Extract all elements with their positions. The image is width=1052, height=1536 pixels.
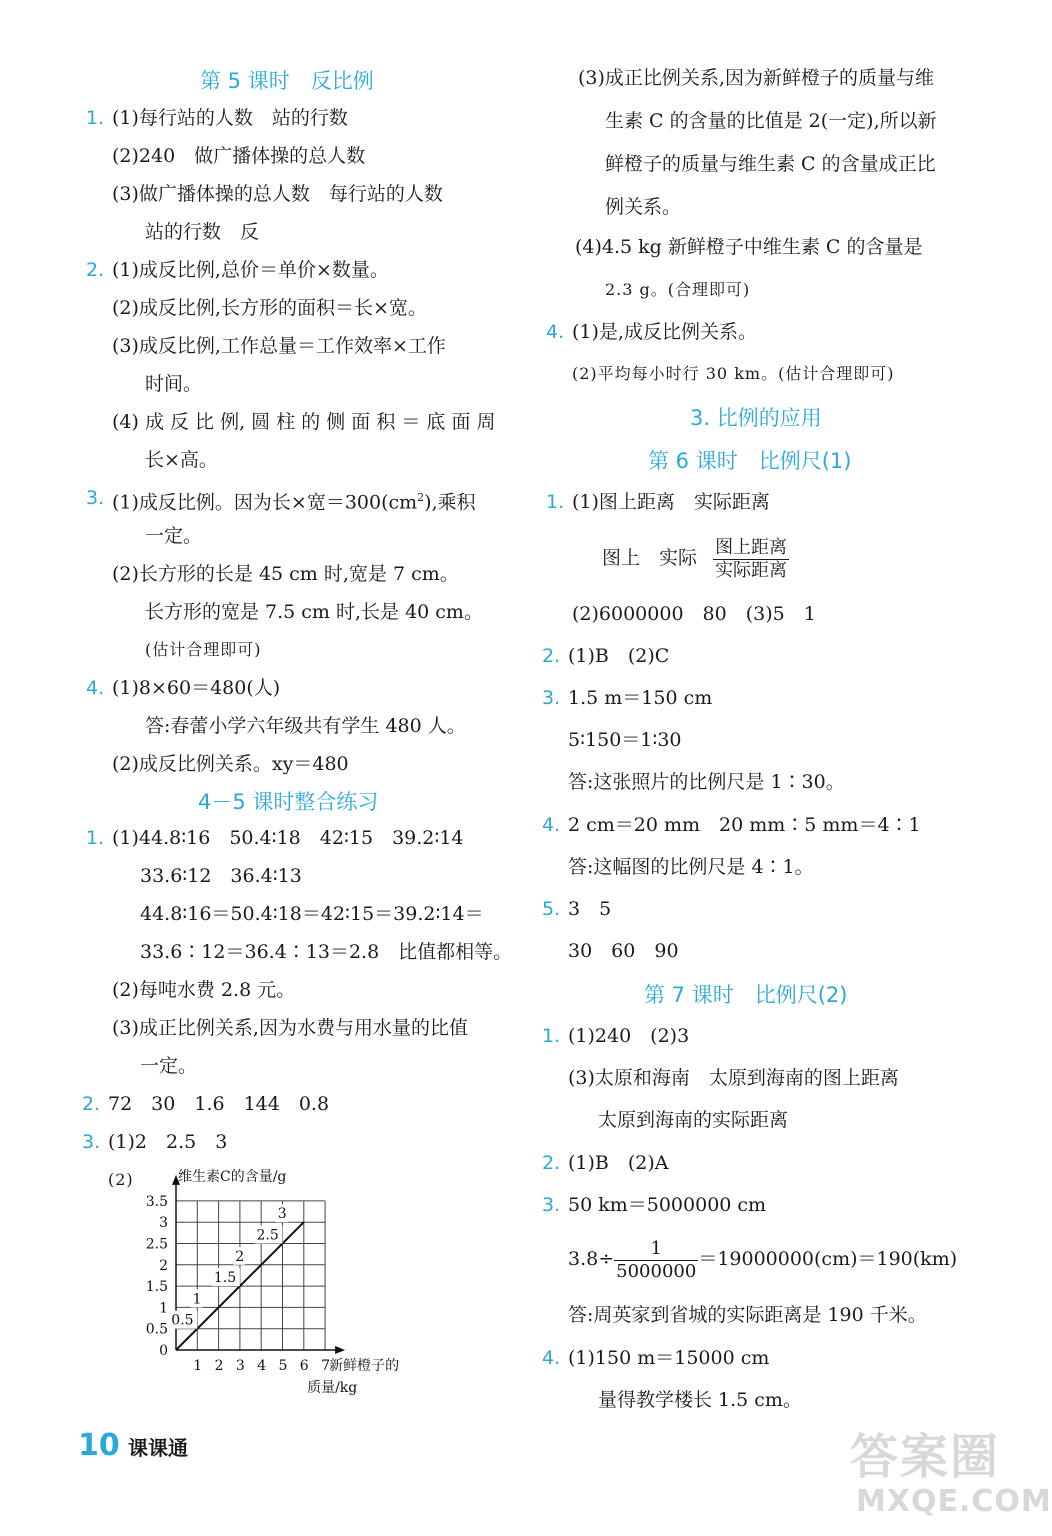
q1-line1: (1)每行站的人数 站的行数 [112,107,348,129]
q3c-line2: 生素 C 的含量的比值是 2(一定),所以新 [605,110,937,132]
q2-line5: (4) 成 反 比 例, 圆 柱 的 侧 面 积 ＝ 底 面 周 [112,411,496,433]
r-q4-number: 4. [546,321,565,343]
s1-line2 [602,535,789,582]
x-tick-label: 1 [193,1358,203,1374]
y-axis-label: 维生素C的含量/g [178,1168,287,1185]
s2-number: 2. [542,645,561,667]
t4-line1: (1)150 m＝15000 cm [568,1347,770,1369]
t1-line3: 太原到海南的实际距离 [598,1109,789,1131]
y-tick-label: 3 [159,1215,168,1232]
p1-line7: 一定。 [140,1055,198,1077]
q3-line5: (估计合理即可) [145,640,262,659]
q2-line3: (3)成反比例,工作总量＝工作效率×工作 [112,335,446,357]
fraction-numerator: 图上距离 [715,536,788,558]
t2-number: 2. [542,1152,561,1174]
watermark-line2: MXQE.COM [856,1484,1052,1519]
fraction-denominator: 实际距离 [715,559,788,581]
s3-line3: 答:这张照片的比例尺是 1∶30。 [568,771,845,793]
scale-numerator: 1 [614,1238,698,1261]
y-tick-label: 3.5 [145,1193,168,1210]
point-label: 2.5 [256,1227,279,1244]
q2-line6: 长×高。 [145,449,218,471]
q2-line4: 时间。 [145,373,203,395]
y-tick-label: 0.5 [145,1321,168,1338]
lesson6-title: 第 6 课时 比例尺(1) [648,449,852,473]
t3-line2 [568,1236,957,1283]
watermark-line1: 答案圈 [850,1429,1001,1485]
q4-line2: 答:春蕾小学六年级共有学生 480 人。 [145,715,466,737]
q3-line3: (2)长方形的长是 45 cm 时,宽是 7 cm。 [112,563,459,585]
s3-line2: 5∶150＝1∶30 [568,729,682,751]
q2-line1: (1)成反比例,总价＝单价×数量。 [112,259,389,281]
t4-line2: 量得教学楼长 1.5 cm。 [598,1389,802,1411]
s1-line3: (2)6000000 80 (3)5 1 [572,603,816,625]
x-tick-label: 7 [321,1358,331,1374]
brand-name: 课课通 [128,1436,188,1460]
p2-number: 2. [82,1093,101,1115]
q3c-line1: (3)成正比例关系,因为新鲜橙子的质量与维 [578,67,934,89]
t3-line1: 50 km＝5000000 cm [568,1194,767,1216]
page-number: 10 [78,1428,120,1463]
s1-line2-text: 图上 实际 [602,547,698,569]
q2-number: 2. [86,259,105,281]
p1-line4: 33.6∶12＝36.4∶13＝2.8 比值都相等。 [140,941,513,963]
t1-number: 1. [542,1025,561,1047]
watermark-logo [850,1418,1052,1528]
p1-line2: 33.6∶12 36.4∶13 [140,865,302,887]
q3c-line4: 例关系。 [605,196,682,218]
s3-line1: 1.5 m＝150 cm [568,687,713,709]
lesson7-title: 第 7 课时 比例尺(2) [644,983,848,1007]
s4-line1: 2 cm＝20 mm 20 mm∶5 mm＝4∶1 [568,814,921,836]
q3-line1-sup: 2 [417,491,425,504]
x-tick-label: 6 [299,1358,309,1374]
practice-title: 4－5 课时整合练习 [198,790,379,814]
q3-line2: 一定。 [145,525,203,547]
q4-line3: (2)成反比例关系。xy＝480 [112,753,349,775]
q4-number: 4. [86,677,105,699]
q3-line1-text: (1)成反比例。因为长×宽＝300(cm [112,491,418,514]
point-label: 2 [235,1248,245,1265]
t3-line3: 答:周英家到省城的实际距离是 190 千米。 [568,1304,927,1326]
q3c-line3: 鲜橙子的质量与维生素 C 的含量成正比 [605,153,936,175]
x-tick-label: 2 [214,1358,224,1374]
point-label: 3 [277,1206,287,1223]
q3-line1 [112,486,476,514]
lesson5-title: 第 5 课时 反比例 [200,69,374,93]
p1-number: 1. [86,827,105,849]
s1-number: 1. [546,491,565,513]
point-label: 0.5 [171,1312,194,1329]
q3-line1-text-end: ),乘积 [424,491,476,514]
x-axis-label-line2: 质量/kg [307,1380,358,1396]
y-tick-label: 0 [159,1343,168,1359]
q3c-line6: 2.3 g。(合理即可) [605,280,751,299]
q3c-line5: (4)4.5 kg 新鲜橙子中维生素 C 的含量是 [575,236,923,258]
scale-fraction [614,1238,698,1283]
x-tick-label: 3 [235,1358,245,1374]
r-q4-line1: (1)是,成反比例关系。 [572,321,757,343]
q1-line3: (3)做广播体操的总人数 每行站的人数 [112,183,443,205]
s4-line2: 答:这幅图的比例尺是 4∶1。 [568,856,814,878]
s5-line2: 30 60 90 [568,940,679,962]
p1-line3: 44.8∶16＝50.4∶18＝42∶15＝39.2∶14＝ [140,903,484,925]
p1-line6: (3)成正比例关系,因为水费与用水量的比值 [112,1017,468,1039]
point-label: 1 [192,1291,202,1308]
scale-denominator: 5000000 [616,1260,697,1282]
p3-line2: (2) [108,1170,134,1189]
q3-number: 3. [86,487,105,509]
t2-line1: (1)B (2)A [568,1152,669,1174]
p3-number: 3. [82,1131,101,1153]
x-tick-label: 5 [278,1358,288,1374]
s2-line1: (1)B (2)C [568,645,670,667]
x-tick-label: 4 [257,1358,267,1374]
s5-line1: 3 5 [568,898,612,920]
t3-line2-suffix: ＝19000000(cm)＝190(km) [698,1248,958,1270]
distance-ratio-fraction [713,537,789,582]
q3-line4: 长方形的宽是 7.5 cm 时,长是 40 cm。 [145,601,483,623]
s3-number: 3. [542,687,561,709]
p3-line1: (1)2 2.5 3 [108,1131,228,1153]
s1-line1: (1)图上距离 实际距离 [572,491,770,513]
y-tick-label: 1.5 [145,1279,168,1296]
q1-number: 1. [86,107,105,129]
p1-line5: (2)每吨水费 2.8 元。 [112,979,296,1001]
q2-line2: (2)成反比例,长方形的面积＝长×宽。 [112,297,427,319]
section3-title: 3. 比例的应用 [690,406,822,430]
s5-number: 5. [542,898,561,920]
y-tick-label: 2.5 [145,1236,168,1253]
q4-line1: (1)8×60＝480(人) [112,677,281,699]
y-tick-label: 2 [159,1257,168,1274]
r-q4-line2: (2)平均每小时行 30 km。(估计合理即可) [572,364,895,383]
t1-line2: (3)太原和海南 太原到海南的图上距离 [568,1067,899,1089]
point-label: 1.5 [213,1270,237,1287]
t3-number: 3. [542,1194,561,1216]
t3-line2-prefix: 3.8÷ [568,1248,615,1270]
q1-line2: (2)240 做广播体操的总人数 [112,145,366,167]
p1-line1: (1)44.8∶16 50.4∶18 42∶15 39.2∶14 [112,827,464,849]
vitamin-c-chart [120,1168,460,1398]
t4-number: 4. [542,1347,561,1369]
s4-number: 4. [542,814,561,836]
x-axis-arrow [335,1346,345,1354]
x-axis-label-line1: 新鲜橙子的 [329,1358,400,1374]
p2-line1: 72 30 1.6 144 0.8 [108,1093,330,1115]
y-tick-label: 1 [159,1300,168,1317]
q1-line4: 站的行数 反 [145,221,260,243]
t1-line1: (1)240 (2)3 [568,1025,690,1047]
